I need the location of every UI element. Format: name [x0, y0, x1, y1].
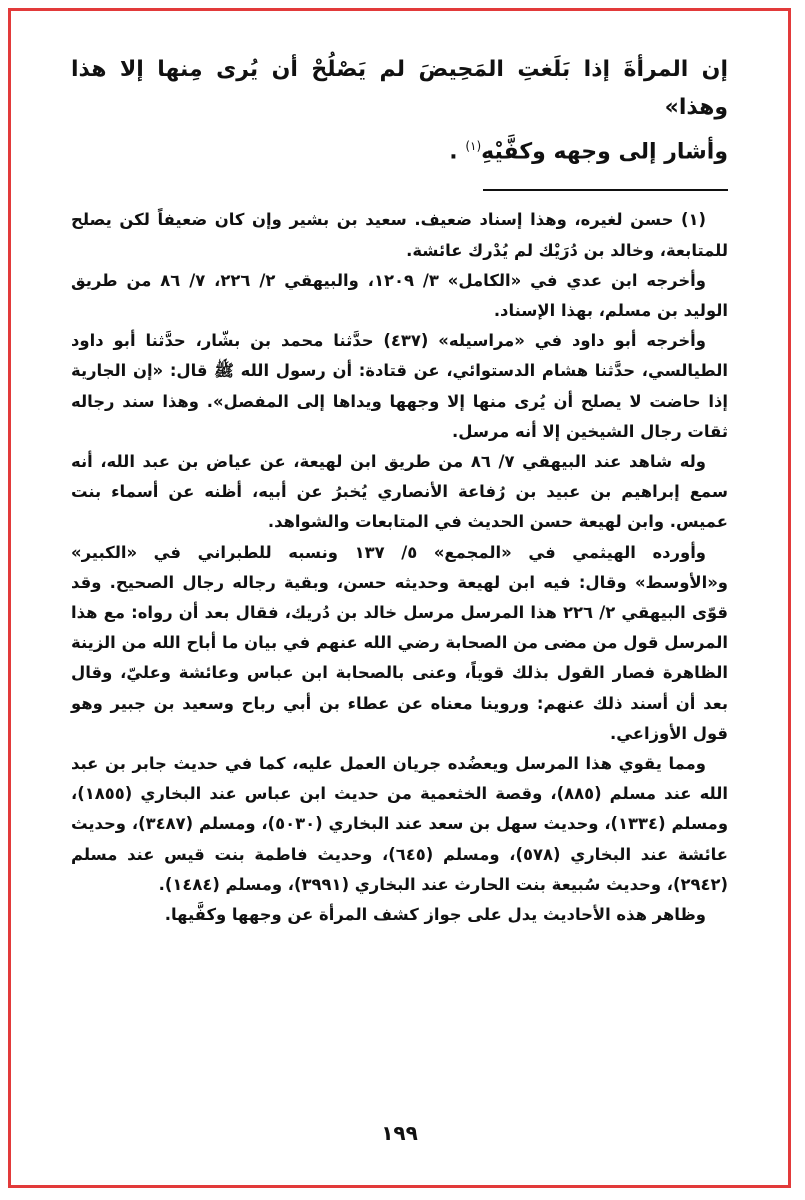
book-page [71, 51, 728, 1145]
footnote-paragraph-5: وأورده الهيثمي في «المجمع» ٥/ ١٣٧ ونسبه للطبراني في «الكبير» و«الأوسط» وقال: فيه ابن لهيعة وحديثه حسن، وبقية رجاله رجال الصحيح. وقد قوّى البيهقي ٢/ ٢٢٦ هذا المرسل مرسل خالد بن دُريك، فقال بعد أن رواه: مع هذا المرسل قول من مضى من الصحابة رضي الله عنهم في بيان ما أباح الله من الزينة الظاهرة فصار القول بذلك قوياً، وعنى بالصحابة ابن عباس وعائشة وعليّ، وقال بعد أن أسند ذلك عنهم: وروينا معناه عن عطاء بن أبي رباح وسعيد بن جبير وهو قول الأوزاعي. [71, 542, 728, 743]
footnote-paragraph-1: (١) حسن لغيره، وهذا إسناد ضعيف. سعيد بن بشير وإن كان ضعيفاً لكن يصلح للمتابعة، وخالد بن دُرَيْك لم يُدْرك عائشة. [71, 210, 728, 260]
footnote-paragraph-2: وأخرجه ابن عدي في «الكامل» ٣/ ١٢٠٩، والبيهقي ٢/ ٢٢٦، ٧/ ٨٦ من طريق الوليد بن مسلم، بهذا الإسناد. [71, 270, 728, 320]
footnote-paragraph-3: وأخرجه أبو داود في «مراسيله» (٤٣٧) حدَّثنا محمد بن بشّار، حدَّثنا أبو داود الطيالسي، حدَّثنا هشام الدستوائي، عن قتادة: أن رسول الله ﷺ قال: «إن الجارية إذا حاضت لا يصلح أن يُرى منها إلا وجهها ويداها إلى المفصل». وهذا سند رجاله ثقات رجال الشيخين إلا أنه مرسل. [71, 331, 728, 441]
footnote-paragraph-7: وظاهر هذه الأحاديث يدل على جواز كشف المرأة عن وجهها وكفَّيها. [164, 905, 706, 924]
main-text-line-1: إن المرأةَ إذا بَلَغتِ المَحِيضَ لم يَصْلُحْ أن يُرى مِنها إلا هذا وهذا» [71, 57, 728, 120]
main-text-line-2-end: . [449, 139, 458, 165]
page-number: ١٩٩ [381, 1121, 418, 1145]
footnotes [71, 205, 728, 930]
footnote-paragraph-4: وله شاهد عند البيهقي ٧/ ٨٦ من طريق ابن لهيعة، عن عياض بن عبد الله، أنه سمع إبراهيم بن عبيد بن رُفاعة الأنصاري يُخبرُ عن أبيه، أظنه عن أسماء بنت عميس. وابن لهيعة حسن الحديث في المتابعات والشواهد. [71, 451, 728, 532]
footnote-divider [483, 189, 728, 191]
footnote-paragraph-6: ومما يقوي هذا المرسل ويعضُده جريان العمل عليه، كما في حديث جابر بن عبد الله عند مسلم (٨٨٥)، وقصة الخثعمية من حديث ابن عباس عند البخاري (١٨٥٥)، ومسلم (١٣٣٤)، وحديث سهل بن سعد عند البخاري (٥٠٣٠)، ومسلم (٣٤٨٧)، وحديث عائشة عند البخاري (٥٧٨)، ومسلم (٦٤٥)، وحديث فاطمة بنت قيس عند مسلم (٢٩٤٢)، وحديث سُبيعة بنت الحارث عند البخاري (٣٩٩١)، ومسلم (١٤٨٤). [71, 753, 729, 894]
footnote-reference: (١) [465, 139, 482, 153]
main-text [71, 51, 728, 171]
page-frame [8, 8, 791, 1188]
main-text-line-2 [71, 127, 728, 171]
main-text-line-2-body: وأشار إلى وجهه وكفَّيْهِ [481, 139, 728, 165]
